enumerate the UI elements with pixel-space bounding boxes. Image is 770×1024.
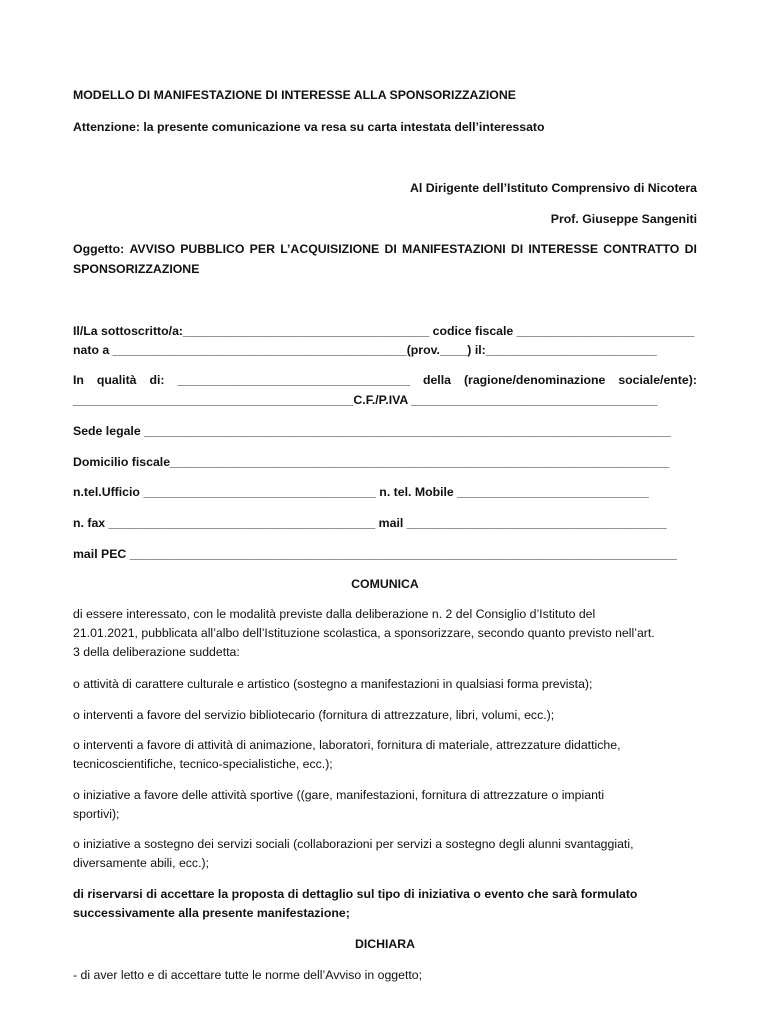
quality-word: (ragione/denominazione: [463, 373, 606, 387]
recipient-line-2: Prof. Giuseppe Sangeniti: [550, 212, 697, 226]
birth-field[interactable]: nato a ___________________________________________(prov.____) il:_________________________: [73, 343, 657, 357]
quality-word: In: [73, 373, 84, 387]
company-taxid-field[interactable]: _________________________________________C.F./P.IVA ____________________________________: [73, 393, 658, 407]
quality-word: della: [422, 373, 451, 387]
comunica-intro: [73, 605, 697, 662]
subject-word: INTERESSE: [528, 242, 599, 256]
comunica-heading: COMUNICA: [351, 577, 419, 591]
option-line: sportivi);: [73, 807, 120, 821]
subject-word: PUBBLICO: [180, 242, 245, 256]
intro-text: di essere interessato, con le modalità previste dalla deliberazione n. 2 del Consiglio d’Istituto del: [73, 607, 596, 621]
reserve-statement: [73, 885, 697, 923]
subject-word: DI: [510, 242, 524, 256]
reserve-line: successivamente alla presente manifestazione;: [73, 906, 350, 920]
dichiara-heading: DICHIARA: [354, 937, 416, 951]
tax-domicile-field[interactable]: Domicilio fiscale_________________________________________________________________________: [73, 455, 670, 469]
quality-word: di:: [149, 373, 165, 387]
option-line: diversamente abili, ecc.);: [73, 856, 210, 870]
subject-word: PER: [249, 242, 275, 256]
subject-word: Oggetto:: [73, 242, 125, 256]
subject-word: DI: [384, 242, 397, 256]
subject-word: AVVISO: [129, 242, 176, 256]
legal-seat-field[interactable]: Sede legale _____________________________________________________________________________: [73, 424, 671, 438]
subject-line-1: [73, 240, 697, 258]
option-sports[interactable]: [73, 786, 697, 824]
option-line: o interventi a favore di attività di animazione, laboratori, fornitura di materiale, attrezzature didattiche,: [73, 738, 621, 752]
option-social[interactable]: [73, 835, 697, 873]
fax-mail-field[interactable]: n. fax _______________________________________ mail ______________________________________: [73, 516, 667, 530]
quality-field[interactable]: [73, 371, 697, 389]
subject-word: DI: [684, 242, 697, 256]
signer-field[interactable]: Il/La sottoscritto/a:____________________________________ codice fiscale __________________________: [73, 324, 695, 338]
reserve-line: di riservarsi di accettare la proposta di dettaglio sul tipo di iniziativa o evento che sarà formulato: [73, 887, 638, 901]
subject-word: L’ACQUISIZIONE: [280, 242, 380, 256]
document-title: MODELLO DI MANIFESTAZIONE DI INTERESSE ALLA SPONSORIZZAZIONE: [73, 88, 516, 102]
attention-note: Attenzione: la presente comunicazione va resa su carta intestata dell’interessato: [73, 120, 545, 134]
pec-field[interactable]: mail PEC ________________________________________________________________________________: [73, 547, 677, 561]
quality-blank[interactable]: __________________________________: [177, 373, 410, 387]
intro-line: 21.01.2021, pubblicata all’albo dell’Istituzione scolastica, a sponsorizzare, secondo quanto previsto nell’art.: [73, 626, 655, 640]
option-library[interactable]: o interventi a favore del servizio bibliotecario (fornitura di attrezzature, libri, volumi, ecc.);: [73, 708, 555, 722]
recipient-line-1: Al Dirigente dell’Istituto Comprensivo di Nicotera: [410, 181, 697, 195]
option-line: tecnicoscientifiche, tecnico-specialistiche, ecc.);: [73, 757, 333, 771]
quality-word: sociale/ente):: [618, 373, 697, 387]
declaration-item: - di aver letto e di accettare tutte le norme dell’Avviso in oggetto;: [73, 968, 423, 982]
subject-word: MANIFESTAZIONI: [402, 242, 506, 256]
option-activities[interactable]: [73, 736, 697, 774]
quality-word: qualità: [96, 373, 137, 387]
phone-field[interactable]: n.tel.Ufficio __________________________________ n. tel. Mobile ____________________________: [73, 485, 649, 499]
intro-line: 3 della deliberazione suddetta:: [73, 645, 240, 659]
option-line: o iniziative a favore delle attività sportive ((gare, manifestazioni, fornitura di attrezzature o impianti: [73, 788, 605, 802]
subject-word: CONTRATTO: [603, 242, 680, 256]
subject-line-2: SPONSORIZZAZIONE: [73, 262, 200, 276]
option-culture[interactable]: o attività di carattere culturale e artistico (sostegno a manifestazioni in qualsiasi forma prevista);: [73, 677, 593, 691]
intro-line: [73, 605, 697, 624]
option-line: o iniziative a sostegno dei servizi sociali (collaborazioni per servizi a sostegno degli alunni svantaggiati,: [73, 837, 634, 851]
